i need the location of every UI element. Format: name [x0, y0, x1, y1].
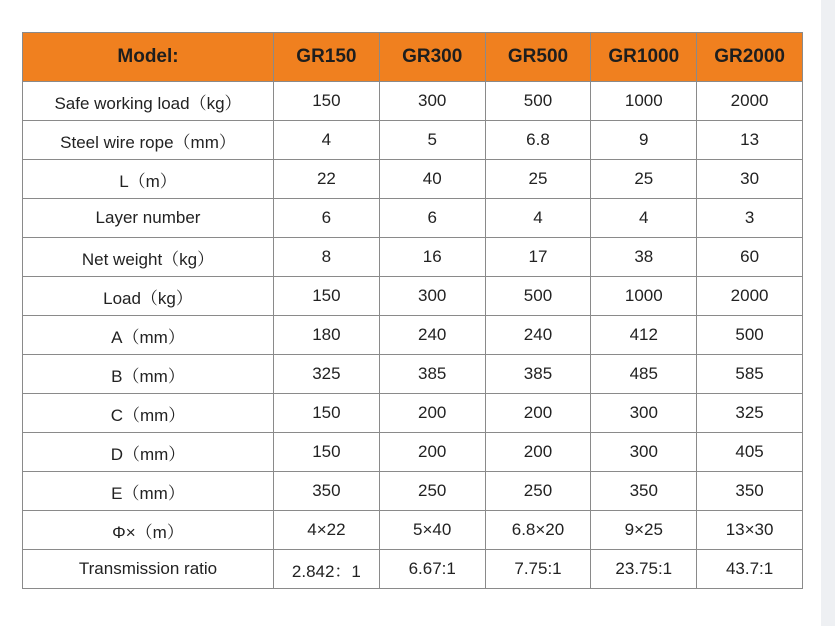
right-edge-strip [821, 0, 835, 626]
cell-value: 38 [591, 238, 697, 277]
table-row [23, 394, 803, 433]
table-row [23, 550, 803, 589]
cell-value: 9 [591, 121, 697, 160]
cell-value: 17 [485, 238, 591, 277]
cell-value: 6.8×20 [485, 511, 591, 550]
cell-value: 150 [274, 433, 380, 472]
cell-value: 485 [591, 355, 697, 394]
cell-value: 2.842：1 [274, 550, 380, 589]
header-model: GR500 [485, 33, 591, 82]
row-label: Transmission ratio [23, 550, 274, 589]
cell-value: 25 [485, 160, 591, 199]
cell-value: 40 [379, 160, 485, 199]
cell-value: 300 [591, 394, 697, 433]
cell-value: 500 [485, 277, 591, 316]
cell-value: 4×22 [274, 511, 380, 550]
cell-value: 6 [379, 199, 485, 238]
cell-value: 585 [697, 355, 803, 394]
cell-value: 200 [379, 433, 485, 472]
header-row [23, 33, 803, 82]
table-row [23, 277, 803, 316]
cell-value: 13×30 [697, 511, 803, 550]
cell-value: 1000 [591, 82, 697, 121]
cell-value: 500 [697, 316, 803, 355]
row-label: Load（kg） [23, 277, 274, 316]
cell-value: 23.75:1 [591, 550, 697, 589]
table-row [23, 355, 803, 394]
table-row [23, 238, 803, 277]
header-model: GR150 [274, 33, 380, 82]
cell-value: 1000 [591, 277, 697, 316]
cell-value: 22 [274, 160, 380, 199]
table-row [23, 199, 803, 238]
cell-value: 5 [379, 121, 485, 160]
cell-value: 6 [274, 199, 380, 238]
cell-value: 16 [379, 238, 485, 277]
cell-value: 25 [591, 160, 697, 199]
cell-value: 150 [274, 277, 380, 316]
cell-value: 2000 [697, 82, 803, 121]
cell-value: 300 [379, 277, 485, 316]
cell-value: 7.75:1 [485, 550, 591, 589]
cell-value: 6.67:1 [379, 550, 485, 589]
cell-value: 412 [591, 316, 697, 355]
cell-value: 13 [697, 121, 803, 160]
cell-value: 4 [274, 121, 380, 160]
cell-value: 350 [274, 472, 380, 511]
table-row [23, 511, 803, 550]
cell-value: 250 [485, 472, 591, 511]
cell-value: 405 [697, 433, 803, 472]
row-label: Safe working load（kg） [23, 82, 274, 121]
cell-value: 3 [697, 199, 803, 238]
cell-value: 60 [697, 238, 803, 277]
cell-value: 150 [274, 82, 380, 121]
cell-value: 240 [379, 316, 485, 355]
header-model: GR2000 [697, 33, 803, 82]
cell-value: 325 [697, 394, 803, 433]
cell-value: 200 [485, 433, 591, 472]
cell-value: 240 [485, 316, 591, 355]
table-row [23, 433, 803, 472]
row-label: Layer number [23, 199, 274, 238]
table-row [23, 82, 803, 121]
cell-value: 180 [274, 316, 380, 355]
cell-value: 385 [379, 355, 485, 394]
row-label: Net weight（kg） [23, 238, 274, 277]
table-row [23, 316, 803, 355]
row-label: L（m） [23, 160, 274, 199]
cell-value: 300 [591, 433, 697, 472]
row-label: E（mm） [23, 472, 274, 511]
spec-table [22, 32, 803, 589]
cell-value: 385 [485, 355, 591, 394]
cell-value: 4 [485, 199, 591, 238]
cell-value: 8 [274, 238, 380, 277]
cell-value: 325 [274, 355, 380, 394]
cell-value: 9×25 [591, 511, 697, 550]
cell-value: 43.7:1 [697, 550, 803, 589]
row-label: Steel wire rope（mm） [23, 121, 274, 160]
row-label: A（mm） [23, 316, 274, 355]
table-row [23, 121, 803, 160]
cell-value: 250 [379, 472, 485, 511]
cell-value: 200 [485, 394, 591, 433]
table-row [23, 160, 803, 199]
cell-value: 30 [697, 160, 803, 199]
header-model: GR1000 [591, 33, 697, 82]
cell-value: 6.8 [485, 121, 591, 160]
cell-value: 4 [591, 199, 697, 238]
cell-value: 350 [591, 472, 697, 511]
cell-value: 150 [274, 394, 380, 433]
row-label: Φ×（m） [23, 511, 274, 550]
cell-value: 200 [379, 394, 485, 433]
table-row [23, 472, 803, 511]
cell-value: 300 [379, 82, 485, 121]
cell-value: 2000 [697, 277, 803, 316]
header-model: GR300 [379, 33, 485, 82]
cell-value: 500 [485, 82, 591, 121]
cell-value: 350 [697, 472, 803, 511]
row-label: C（mm） [23, 394, 274, 433]
row-label: D（mm） [23, 433, 274, 472]
header-label: Model: [23, 33, 274, 82]
row-label: B（mm） [23, 355, 274, 394]
cell-value: 5×40 [379, 511, 485, 550]
